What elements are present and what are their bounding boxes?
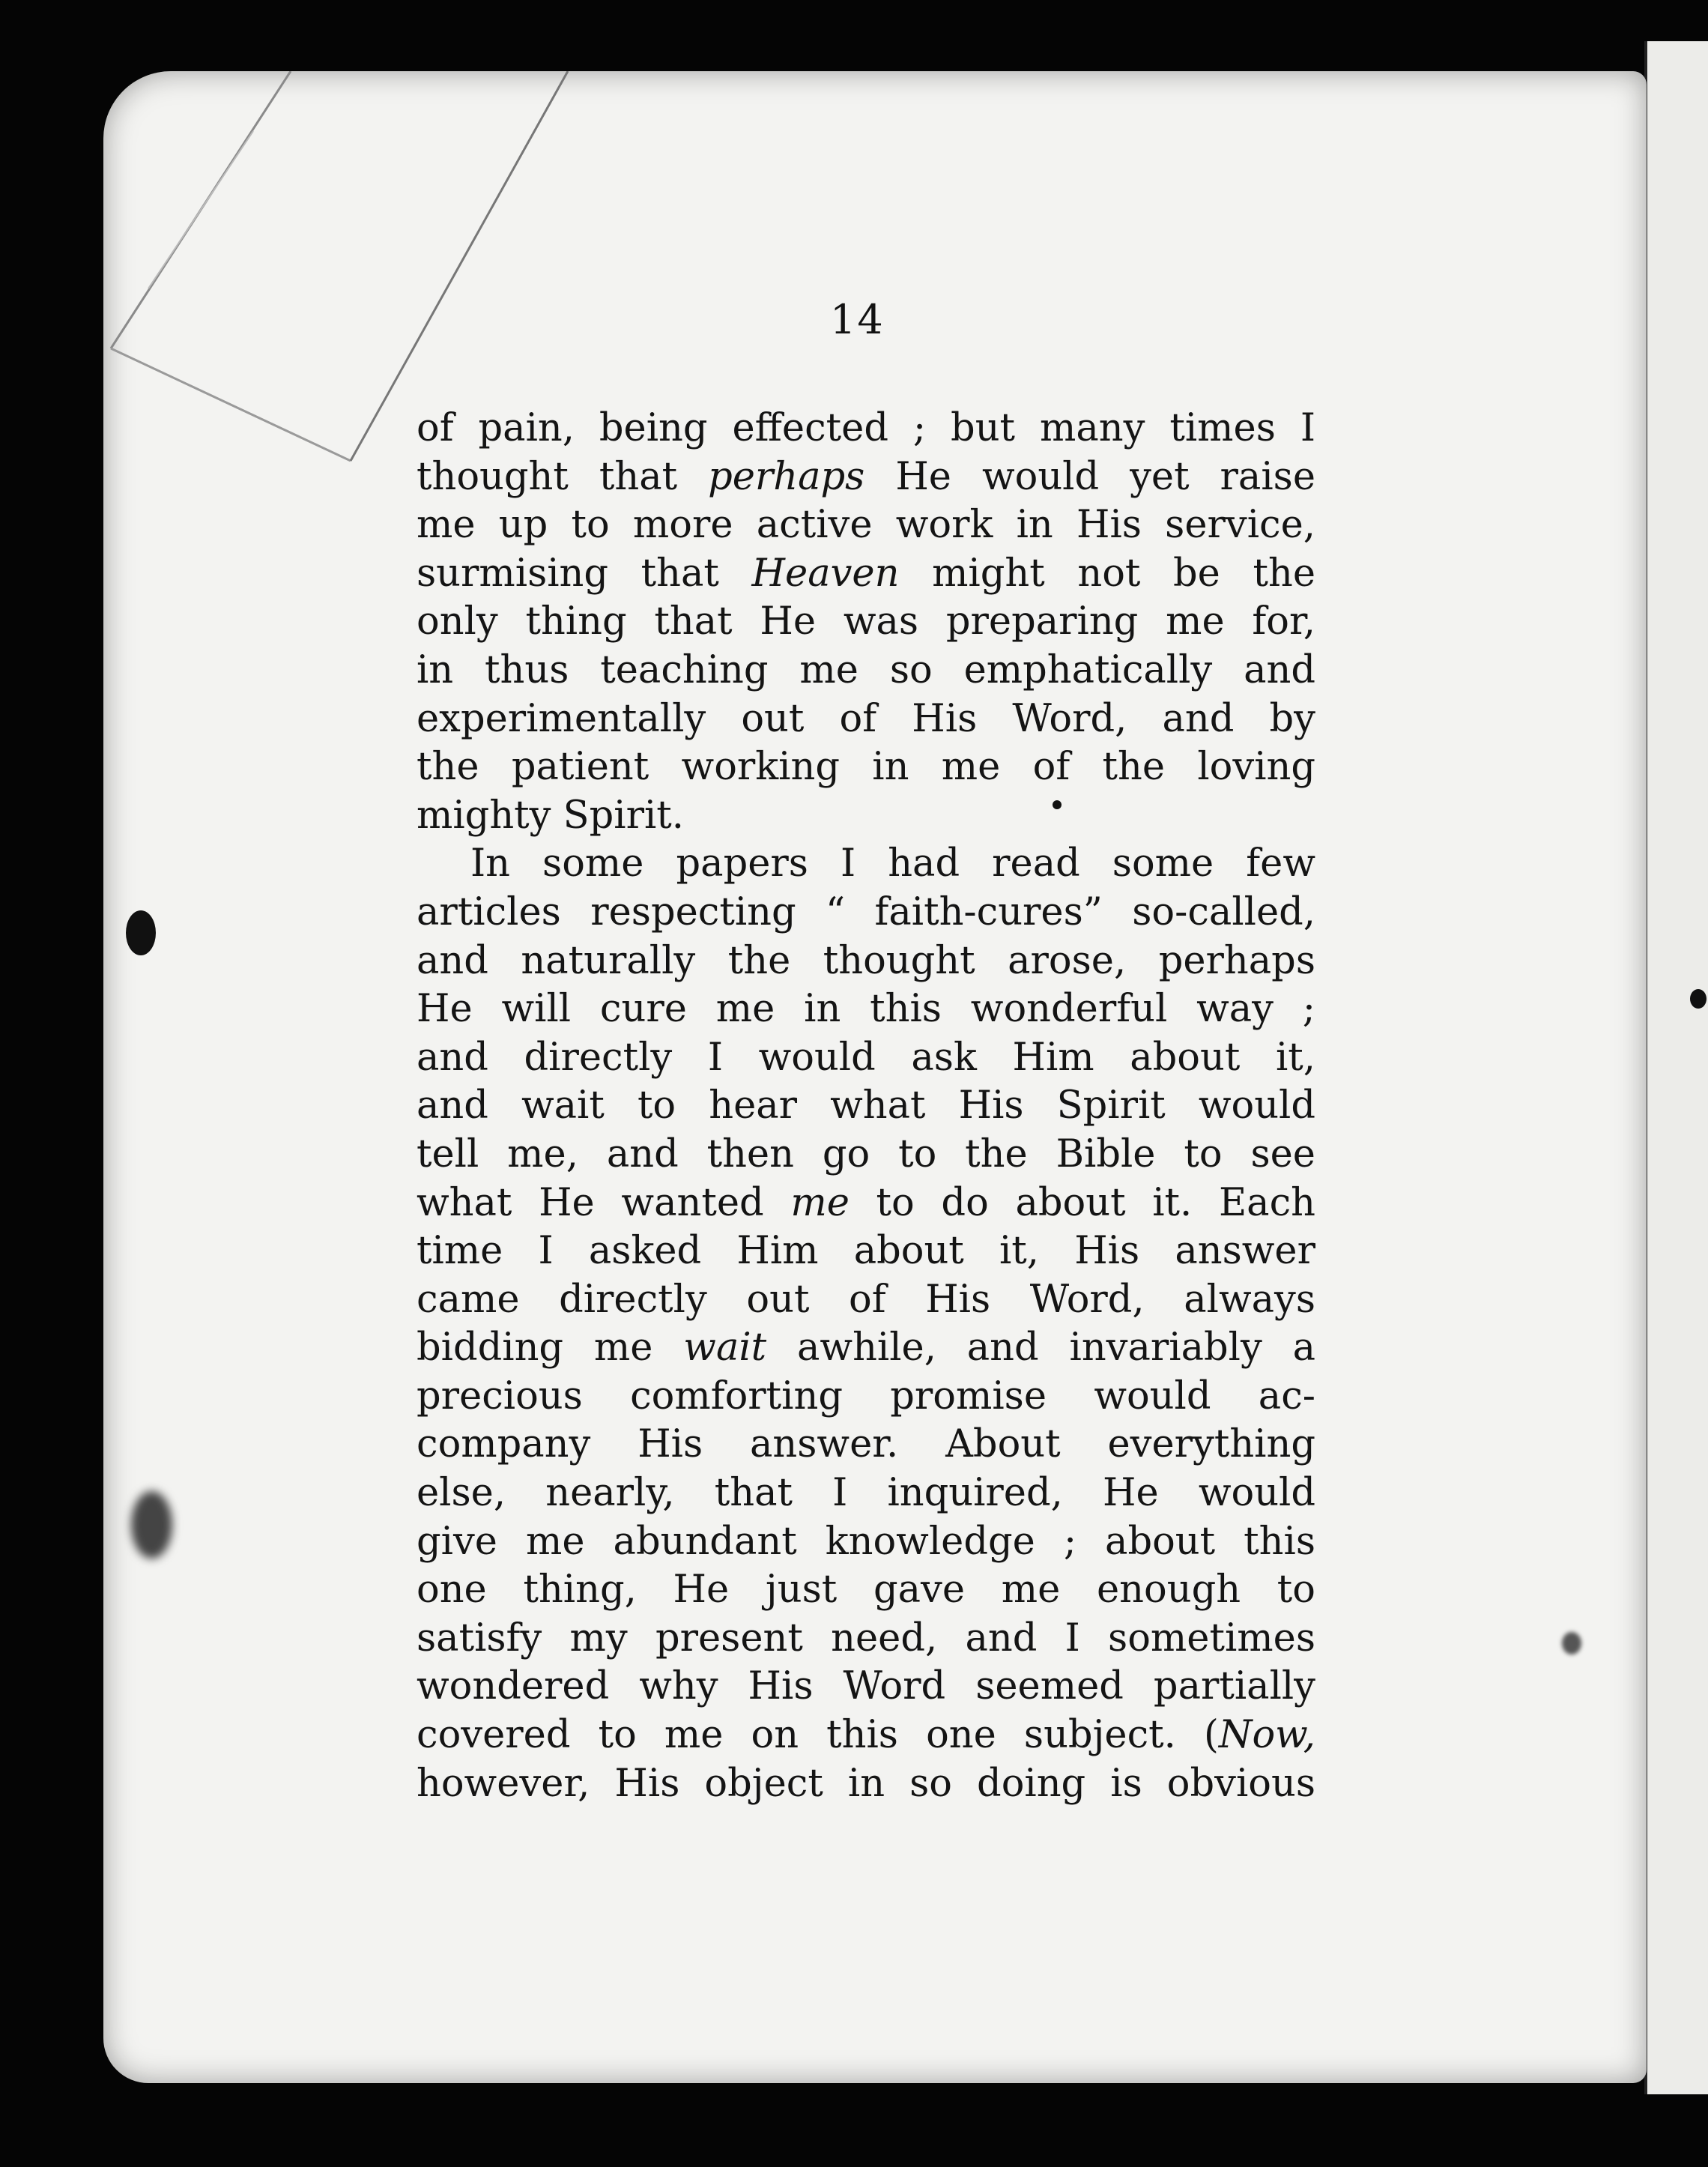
text-line bbox=[417, 550, 1315, 599]
ink-blot bbox=[1562, 1632, 1581, 1654]
text-line: and wait to hear what His Spirit would bbox=[417, 1084, 1315, 1128]
text-line bbox=[417, 1179, 1315, 1228]
text-line-segment: bidding me bbox=[417, 1326, 684, 1370]
text-line: mighty Spirit. bbox=[417, 793, 684, 838]
italic-emphasis: me bbox=[790, 1180, 850, 1225]
page-number: 14 bbox=[830, 296, 885, 343]
text-line: tell me, and then go to the Bible to see bbox=[417, 1131, 1315, 1176]
text-line: only thing that He was preparing me for, bbox=[417, 599, 1315, 644]
text-line bbox=[417, 1711, 1315, 1760]
text-line-segment: covered to me on this one subject. ( bbox=[417, 1713, 1219, 1758]
text-line bbox=[417, 453, 1315, 502]
ink-blot bbox=[1690, 989, 1707, 1009]
text-line: one thing, He just gave me enough to bbox=[417, 1568, 1315, 1613]
text-line-segment: awhile, and invariably a bbox=[766, 1326, 1316, 1370]
ink-blot bbox=[131, 1491, 172, 1559]
italic-emphasis: wait bbox=[683, 1326, 767, 1370]
italic-emphasis: Heaven bbox=[751, 551, 900, 596]
text-line: and directly I would ask Him about it, bbox=[417, 1035, 1315, 1080]
text-line-segment: He would yet raise bbox=[864, 454, 1316, 499]
text-line: He will cure me in this wonderful way ; bbox=[417, 987, 1315, 1032]
text-line: however, His object in so doing is obvious bbox=[417, 1761, 1315, 1806]
text-line: in thus teaching me so emphatically and bbox=[417, 647, 1315, 692]
facing-page-edge bbox=[1644, 41, 1708, 2094]
text-line: of pain, being effected ; but many times I bbox=[417, 406, 1315, 450]
text-line: came directly out of His Word, always bbox=[417, 1277, 1315, 1322]
text-line: give me abundant knowledge ; about this bbox=[417, 1519, 1315, 1564]
text-line-segment: surmising that bbox=[417, 551, 752, 596]
ink-blot bbox=[126, 910, 156, 955]
italic-emphasis: Now, bbox=[1218, 1713, 1315, 1758]
text-line: satisfy my present need, and I sometimes bbox=[417, 1616, 1315, 1660]
text-line-segment: to do about it. Each bbox=[849, 1180, 1315, 1225]
text-line-segment: what He wanted bbox=[417, 1180, 791, 1225]
text-line: time I asked Him about it, His answer bbox=[417, 1229, 1315, 1274]
text-line: company His answer. About everything bbox=[417, 1422, 1315, 1467]
text-line: In some papers I had read some few bbox=[470, 841, 1315, 886]
text-line: else, nearly, that I inquired, He would bbox=[417, 1471, 1315, 1516]
text-line: me up to more active work in His service, bbox=[417, 503, 1315, 548]
text-line bbox=[417, 1324, 1315, 1373]
text-line: articles respecting “ faith-cures” so-called, bbox=[417, 889, 1315, 934]
italic-emphasis: perhaps bbox=[708, 454, 865, 499]
text-line: experimentally out of His Word, and by bbox=[417, 696, 1315, 741]
text-line-segment: thought that bbox=[417, 454, 709, 499]
text-line: precious comforting promise would ac- bbox=[417, 1373, 1315, 1418]
text-line: wondered why His Word seemed partially bbox=[417, 1664, 1315, 1709]
body-text bbox=[417, 405, 1315, 1808]
text-line: the patient working in me of the loving bbox=[417, 745, 1315, 790]
text-line: and naturally the thought arose, perhaps bbox=[417, 938, 1315, 983]
text-line-segment: might not be the bbox=[899, 551, 1316, 596]
